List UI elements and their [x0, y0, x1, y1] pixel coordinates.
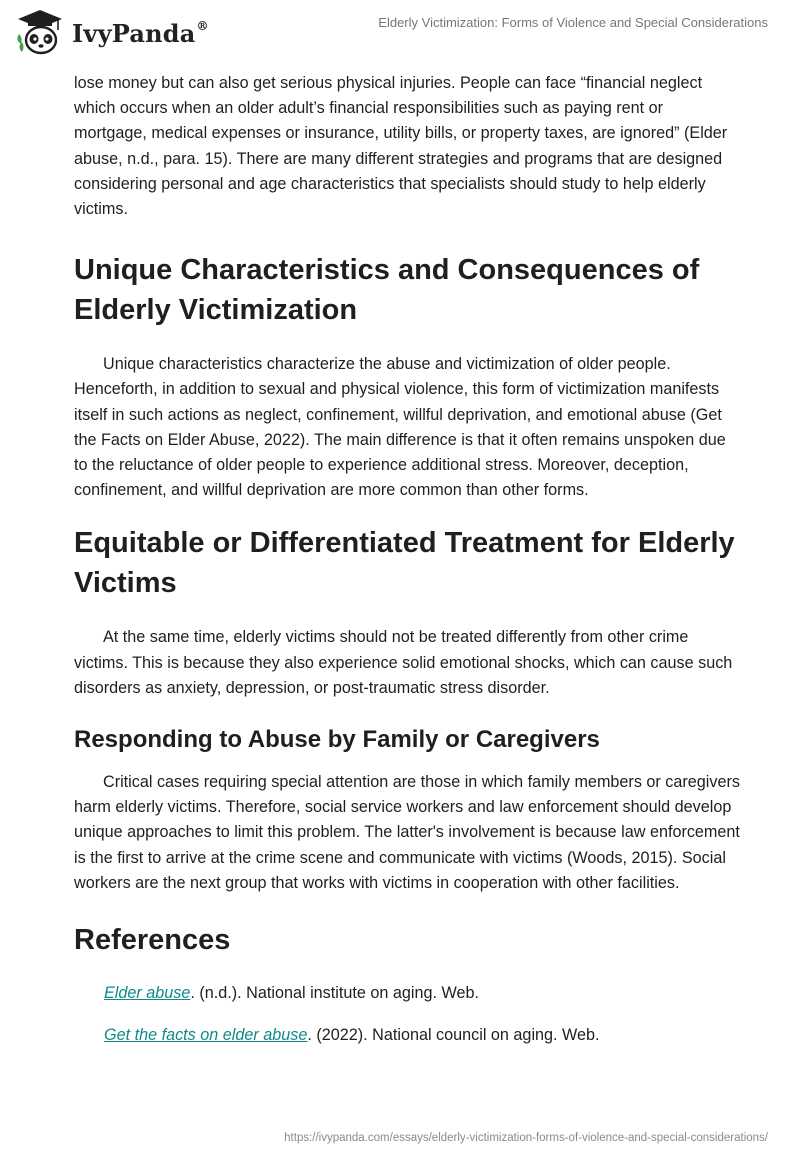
intro-paragraph: lose money but can also get serious physical injuries. People can face “financial neglect which occurs when an older adult’s financial responsibilities such as paying rent or mortgage, medical expenses or insurance, utility bills, or property taxes, are ignored” (Elder abuse, n.d., para. 15). There are many different strategies and programs that are designed considering personal and age characteristics that specialists should study to help elderly victims. — [74, 74, 728, 219]
reference-link[interactable]: Get the facts on elder abuse — [104, 1026, 308, 1045]
ivypanda-logo[interactable] — [14, 8, 209, 58]
reference-item: Elder abuse. (n.d.). National institute on aging. Web. — [104, 984, 479, 1003]
reference-link[interactable]: Elder abuse — [104, 984, 191, 1003]
page-header — [0, 0, 800, 66]
subsection-heading: Responding to Abuse by Family or Caregivers — [74, 726, 600, 754]
logo-wordmark: IvyPanda® — [72, 18, 209, 48]
reference-item: Get the facts on elder abuse. (2022). National council on aging. Web. — [104, 1026, 600, 1045]
panda-graduate-icon — [14, 8, 66, 58]
section-paragraph: Critical cases requiring special attention are those in which family members or caregivers harm elderly victims. Therefore, social service workers and law enforcement should develop unique approaches to limit this problem. The latter's involvement is because law enforcement is the first to arrive at the crime scene and communicate with victims (Woods, 2015). Social workers are the next group that works with victims in cooperation with other facilities. — [74, 773, 740, 892]
references-heading: References — [74, 924, 231, 957]
source-url: https://ivypanda.com/essays/elderly-victimization-forms-of-violence-and-special-considerations/ — [284, 1132, 768, 1144]
essay-content — [74, 71, 740, 1048]
section-heading: Unique Characteristics and Consequences of Elderly Victimization — [74, 254, 700, 327]
document-title: Elderly Victimization: Forms of Violence and Special Considerations — [378, 15, 768, 30]
section-heading: Equitable or Differentiated Treatment for Elderly Victims — [74, 527, 735, 600]
section-paragraph: Unique characteristics characterize the abuse and victimization of older people. Henceforth, in addition to sexual and physical violence, this form of victimization manifests itself in such actions as neglect, confinement, willful deprivation, and emotional abuse (Get the Facts on Elder Abuse, 2022). The main difference is that it often remains unspoken due to the reluctance of older people to experience additional stress. Moreover, deception, confinement, and willful deprivation are more common than other forms. — [74, 355, 726, 500]
section-paragraph: At the same time, elderly victims should not be treated differently from other crime victims. This is because they also experience solid emotional shocks, which can cause such disorders as anxiety, depression, or post-traumatic stress disorder. — [74, 628, 733, 697]
